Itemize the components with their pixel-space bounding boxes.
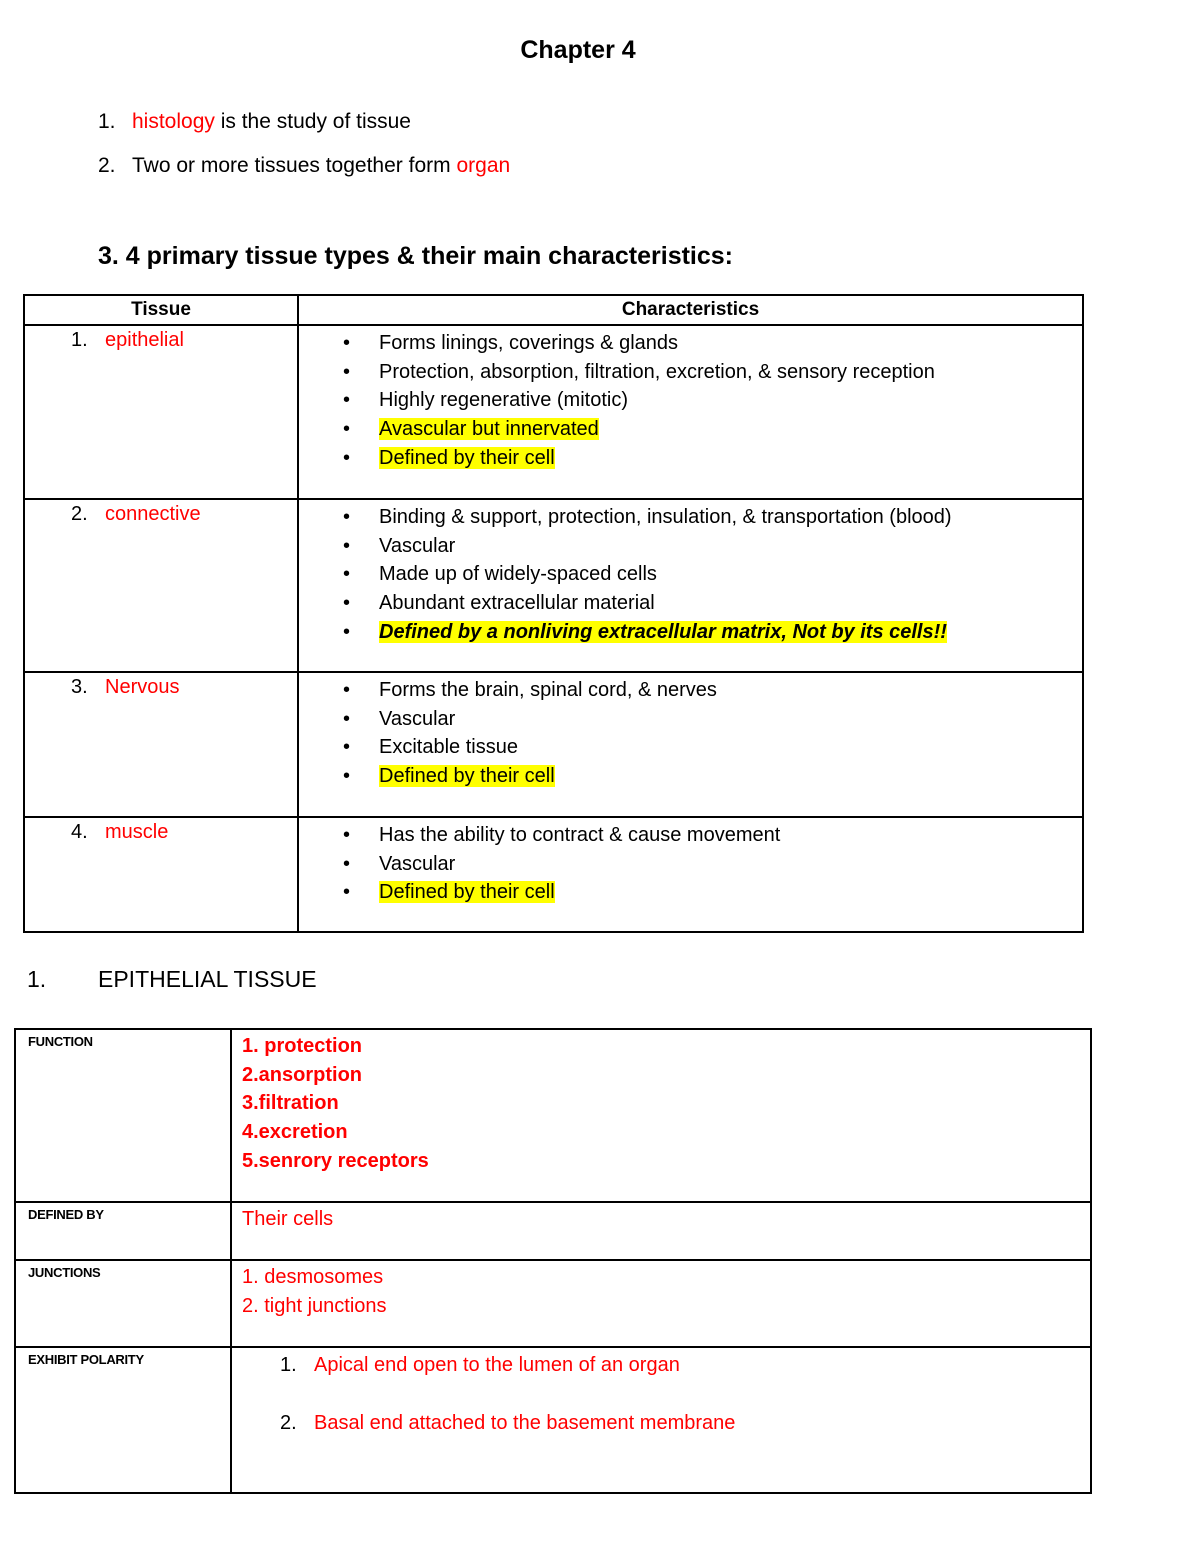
characteristic-text: Defined by their cell xyxy=(379,881,555,904)
characteristic-text: Excitable tissue xyxy=(379,736,518,759)
list-item: 2. tight junctions xyxy=(242,1294,387,1317)
bullet-icon: • xyxy=(343,881,351,904)
list-item-number: 2. xyxy=(280,1412,297,1434)
tissue-name: Nervous xyxy=(105,676,180,698)
list-item-number: 1. xyxy=(280,1354,297,1376)
junctions-list xyxy=(231,1260,1091,1347)
bullet-icon: • xyxy=(343,418,351,441)
list-item xyxy=(299,705,1082,734)
column-header-characteristics: Characteristics xyxy=(298,295,1083,325)
characteristics-list xyxy=(299,673,1082,791)
bullet-icon: • xyxy=(343,852,351,875)
list-item-text: Apical end open to the lumen of an organ xyxy=(314,1354,680,1376)
characteristic-text: Abundant extracellular material xyxy=(379,592,655,615)
list-item xyxy=(299,415,1082,444)
characteristic-text: Defined by their cell xyxy=(379,765,555,788)
list-item xyxy=(299,618,1082,647)
bullet-icon: • xyxy=(343,620,351,643)
list-item: 1. desmosomes xyxy=(242,1266,384,1288)
list-item xyxy=(299,733,1082,762)
characteristic-text: Defined by their cell xyxy=(379,446,555,469)
bullet-icon: • xyxy=(343,707,351,730)
table-row-defined-by xyxy=(15,1202,1091,1260)
characteristic-text: Forms linings, coverings & glands xyxy=(379,332,679,354)
intro-item-number: 2. xyxy=(98,154,116,177)
row-label-polarity: EXHIBIT POLARITY xyxy=(15,1347,231,1493)
row-label-defined-by: DEFINED BY xyxy=(15,1202,231,1260)
tissue-number: 4. xyxy=(71,821,88,843)
list-item xyxy=(299,503,1082,532)
characteristics-list xyxy=(299,326,1082,473)
list-item xyxy=(299,358,1082,387)
characteristics-list xyxy=(299,500,1082,647)
characteristics-list xyxy=(299,818,1082,907)
characteristic-text: Made up of widely-spaced cells xyxy=(379,563,657,586)
table-row xyxy=(24,672,1083,817)
epithelial-tissue-table xyxy=(14,1028,1092,1494)
list-item: Their cells xyxy=(242,1208,334,1230)
bullet-icon: • xyxy=(343,736,351,759)
characteristics-cell xyxy=(298,325,1083,499)
characteristic-text: Protection, absorption, filtration, excretion, & sensory reception xyxy=(379,360,935,383)
table-header-row xyxy=(24,295,1083,325)
column-header-tissue: Tissue xyxy=(24,295,298,325)
intro-term: histology xyxy=(132,110,215,133)
bullet-icon: • xyxy=(343,534,351,557)
table-row-junctions xyxy=(15,1260,1091,1347)
table-row-function xyxy=(15,1029,1091,1202)
intro-item-number: 1. xyxy=(98,110,116,133)
tissue-cell xyxy=(24,672,298,817)
list-item: 4.excretion xyxy=(242,1121,348,1144)
tissue-cell xyxy=(24,817,298,932)
bullet-icon: • xyxy=(343,446,351,469)
characteristic-text: Vascular xyxy=(379,534,456,557)
list-item xyxy=(299,589,1082,618)
table-row xyxy=(24,325,1083,499)
characteristic-text: Forms the brain, spinal cord, & nerves xyxy=(379,679,717,701)
list-item xyxy=(299,560,1082,589)
row-label-junctions: JUNCTIONS xyxy=(15,1260,231,1347)
characteristic-text: Vascular xyxy=(379,852,456,875)
tissue-table-body xyxy=(24,325,1083,932)
list-item xyxy=(299,329,1082,358)
list-item xyxy=(299,444,1082,473)
characteristics-cell xyxy=(298,817,1083,932)
bullet-icon: • xyxy=(343,332,351,354)
list-item xyxy=(232,1409,1090,1437)
list-item xyxy=(299,821,1082,850)
list-item: 5.senrory receptors xyxy=(242,1149,429,1172)
tissue-types-heading: 3. 4 primary tissue types & their main characteristics: xyxy=(98,242,733,270)
page-title: Chapter 4 xyxy=(520,36,636,64)
polarity-list xyxy=(231,1347,1091,1493)
tissue-cell xyxy=(24,325,298,499)
characteristic-text: Binding & support, protection, insulation, & transportation (blood) xyxy=(379,506,952,528)
tissue-number: 1. xyxy=(71,329,88,351)
intro-text: is the study of tissue xyxy=(214,110,411,133)
tissue-number: 3. xyxy=(71,676,88,698)
tissue-name: muscle xyxy=(105,821,169,843)
table-row xyxy=(24,817,1083,932)
intro-item-1 xyxy=(98,110,411,134)
list-item xyxy=(299,850,1082,879)
table-row-polarity xyxy=(15,1347,1091,1493)
function-list xyxy=(231,1029,1091,1202)
list-item-text: Basal end attached to the basement membrane xyxy=(314,1412,736,1434)
tissue-name: connective xyxy=(105,503,201,525)
intro-item-2 xyxy=(98,154,510,178)
characteristic-text: Defined by a nonliving extracellular matrix, Not by its cells!! xyxy=(379,620,947,643)
intro-term: organ xyxy=(456,154,511,177)
bullet-icon: • xyxy=(343,506,351,528)
characteristics-cell xyxy=(298,672,1083,817)
bullet-icon: • xyxy=(343,592,351,615)
bullet-icon: • xyxy=(343,824,351,846)
bullet-icon: • xyxy=(343,563,351,586)
list-item xyxy=(299,386,1082,415)
list-item xyxy=(299,762,1082,791)
bullet-icon: • xyxy=(343,765,351,788)
list-item xyxy=(232,1351,1090,1379)
section-number: 1. xyxy=(27,966,47,992)
bullet-icon: • xyxy=(343,389,351,412)
bullet-icon: • xyxy=(343,360,351,383)
characteristic-text: Has the ability to contract & cause movement xyxy=(379,824,781,846)
table-row xyxy=(24,499,1083,672)
characteristic-text: Vascular xyxy=(379,707,456,730)
list-item xyxy=(299,878,1082,907)
tissue-name: epithelial xyxy=(105,329,184,351)
section-title: EPITHELIAL TISSUE xyxy=(98,966,317,992)
list-item: 3.filtration xyxy=(242,1092,339,1115)
intro-text: Two or more tissues together form xyxy=(132,154,457,177)
tissue-cell xyxy=(24,499,298,672)
bullet-icon: • xyxy=(343,679,351,701)
list-item: 2.ansorption xyxy=(242,1063,363,1086)
tissue-types-table xyxy=(23,294,1084,933)
characteristics-cell xyxy=(298,499,1083,672)
section-heading xyxy=(27,966,317,993)
tissue-number: 2. xyxy=(71,503,88,525)
list-item: 1. protection xyxy=(242,1035,363,1057)
characteristic-text: Avascular but innervated xyxy=(379,418,599,441)
characteristic-text: Highly regenerative (mitotic) xyxy=(379,389,628,412)
defined-by-value xyxy=(231,1202,1091,1260)
row-label-function: FUNCTION xyxy=(15,1029,231,1202)
list-item xyxy=(299,676,1082,705)
list-item xyxy=(299,532,1082,561)
